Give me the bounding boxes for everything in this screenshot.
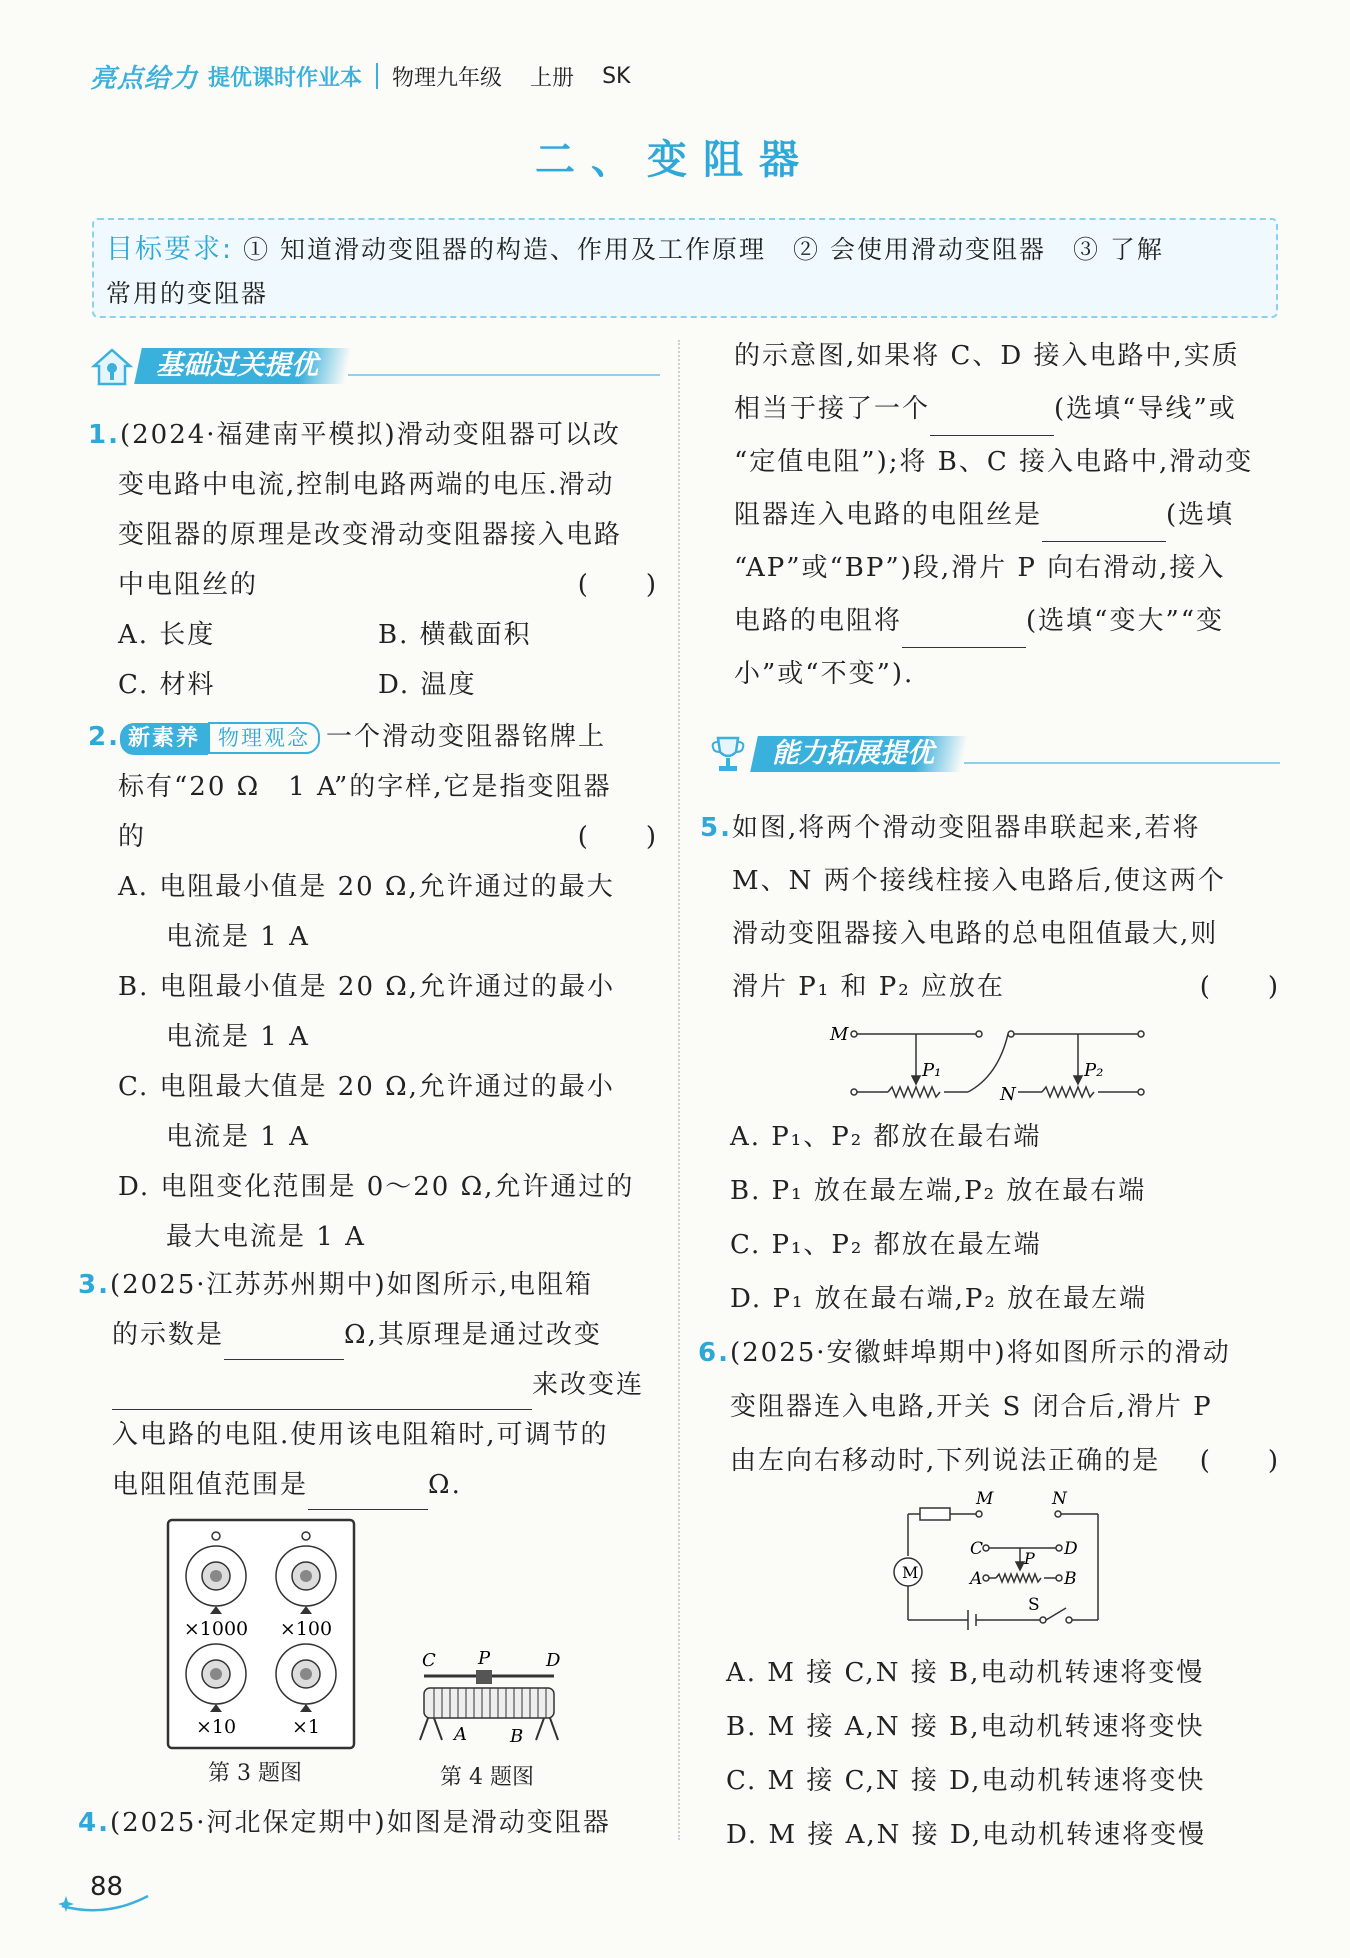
q2-number: 2. [88, 722, 120, 752]
q5-option-c: C. P₁、P₂ 都放在最左端 [730, 1230, 1042, 1260]
q5-line-1: 如图,将两个滑动变阻器串联起来,若将 [731, 813, 1201, 843]
goals-box [92, 218, 1278, 318]
fig6-label-n: N [1052, 1490, 1067, 1509]
q2-line-1: 一个滑动变阻器铭牌上 [325, 722, 606, 752]
question-4-continued [734, 330, 1280, 701]
label-x1: ×1 [291, 1716, 321, 1738]
fig5-label-n: N [1000, 1084, 1016, 1105]
figure-3-caption: 第 3 题图 [208, 1761, 302, 1786]
section-advanced-label: 能力拓展提优 [772, 738, 934, 769]
q6-line-3: 由左向右移动时,下列说法正确的是 [730, 1446, 1161, 1476]
q5-options [730, 1110, 1280, 1326]
subject-grade: 物理九年级 [392, 65, 503, 91]
goals-label: 目标要求: [106, 234, 234, 265]
goals-text-1: ① 知道滑动变阻器的构造、作用及工作原理 ② 会使用滑动变阻器 ③ 了解 [243, 235, 1164, 264]
label-x1000: ×1000 [183, 1618, 249, 1640]
q2-option-b-1: B. 电阻最小值是 20 Ω,允许通过的最小 [118, 972, 616, 1002]
q3-line-1: (2025·江苏苏州期中)如图所示,电阻箱 [109, 1270, 593, 1300]
question-6 [698, 1326, 1280, 1488]
label-x100: ×100 [279, 1618, 333, 1640]
fig5-label-m: M [830, 1024, 849, 1045]
q2-option-a-2: 电流是 1 A [166, 922, 310, 952]
q1-number: 1. [88, 420, 120, 450]
fig5-label-p1: P₁ [922, 1060, 942, 1081]
q6-option-c: C. M 接 C,N 接 D,电动机转速将变快 [726, 1766, 1206, 1796]
q1-line-1: (2024·福建南平模拟)滑动变阻器可以改 [119, 420, 621, 450]
q4-right-7: 小”或“不变”). [734, 659, 915, 689]
q1-answer-paren: ( ) [577, 570, 658, 600]
fig6-label-m: M [976, 1490, 994, 1509]
fig4-label-b: B [510, 1726, 524, 1747]
figure-6-circuit [880, 1490, 1110, 1640]
q4-right-2b: (选填“导线”或 [1054, 394, 1237, 424]
q5-line-3: 滑动变阻器接入电路的总电阻值最大,则 [732, 919, 1219, 949]
page-header [90, 58, 1290, 94]
volume: 上册 [530, 65, 575, 91]
q2-line-2: 标有“20 Ω 1 A”的字样,它是指变阻器 [118, 772, 612, 802]
q2-answer-paren: ( ) [577, 822, 658, 852]
q5-answer-paren: ( ) [1199, 972, 1280, 1002]
series-name: 提优课时作业本 [208, 65, 363, 91]
q4-right-3: “定值电阻”);将 B、C 接入电路中,滑动变 [734, 447, 1254, 477]
q1-option-a: A. 长度 [118, 620, 216, 650]
q2-option-c-2: 电流是 1 A [166, 1122, 310, 1152]
q5-option-b: B. P₁ 放在最左端,P₂ 放在最右端 [730, 1176, 1147, 1206]
section-basic [90, 344, 660, 388]
question-3 [78, 1260, 658, 1510]
figure-3-resistance-box [166, 1518, 356, 1750]
q3-blank-2[interactable] [112, 1376, 532, 1410]
q4-right-1: 的示意图,如果将 C、D 接入电路中,实质 [734, 341, 1240, 371]
fig4-label-p: P [478, 1650, 491, 1669]
fig6-label-s: S [1028, 1595, 1040, 1615]
q6-line-2: 变阻器连入电路,开关 S 闭合后,滑片 P [730, 1392, 1213, 1422]
q3-number: 3. [78, 1270, 110, 1300]
q3-line-5a: 电阻阻值范围是 [112, 1470, 309, 1500]
q4-blank-1[interactable] [930, 402, 1054, 436]
q4-right-5: “AP”或“BP”)段,滑片 P 向右滑动,接入 [734, 553, 1226, 583]
q2-option-b-2: 电流是 1 A [166, 1022, 310, 1052]
q4-blank-3[interactable] [902, 614, 1026, 648]
q1-line-3: 变阻器的原理是改变滑动变阻器接入电路 [118, 520, 623, 550]
q4-line-1: (2025·河北保定期中)如图是滑动变阻器 [109, 1808, 611, 1838]
q2-option-a-1: A. 电阻最小值是 20 Ω,允许通过的最大 [118, 872, 615, 902]
q4-right-6b: (选填“变大”“变 [1026, 606, 1225, 636]
q6-number: 6. [698, 1338, 730, 1368]
q2-option-d-2: 最大电流是 1 A [166, 1222, 366, 1252]
q5-line-4: 滑片 P₁ 和 P₂ 应放在 [732, 972, 1005, 1002]
q4-right-6a: 电路的电阻将 [734, 606, 903, 636]
q3-line-4: 入电路的电阻.使用该电阻箱时,可调节的 [112, 1420, 609, 1450]
fig6-label-p: P [1024, 1549, 1035, 1568]
tag-new-literacy: 新素养 [120, 723, 208, 755]
header-divider [376, 63, 378, 89]
fig5-label-p2: P₂ [1084, 1060, 1104, 1081]
motor-icon: M [902, 1563, 919, 1582]
fig4-label-c: C [422, 1650, 436, 1671]
q6-line-1: (2025·安徽蚌埠期中)将如图所示的滑动 [729, 1338, 1231, 1368]
fig4-label-d: D [546, 1650, 561, 1671]
q3-line-2b: Ω,其原理是通过改变 [344, 1320, 602, 1350]
q3-line-5b: Ω. [428, 1470, 462, 1500]
q2-option-c-1: C. 电阻最大值是 20 Ω,允许通过的最小 [118, 1072, 615, 1102]
q1-option-c: C. 材料 [118, 670, 216, 700]
q5-line-2: M、N 两个接线柱接入电路后,使这两个 [732, 866, 1226, 896]
figure-4-caption: 第 4 题图 [440, 1765, 534, 1790]
goals-text-2: 常用的变阻器 [106, 279, 269, 308]
q1-line-2: 变电路中电流,控制电路两端的电压.滑动 [118, 470, 615, 500]
page-number: 88 [90, 1872, 124, 1902]
question-1 [88, 410, 658, 710]
trophy-icon [706, 732, 750, 776]
tag-physics-concept: 物理观念 [208, 722, 320, 754]
question-5 [700, 802, 1280, 1014]
column-divider [678, 340, 680, 1840]
q2-option-d-1: D. 电阻变化范围是 0～20 Ω,允许通过的 [118, 1172, 635, 1202]
q1-line-4: 中电阻丝的 [118, 570, 259, 600]
lesson-title: 二、变阻器 [535, 137, 815, 183]
q4-blank-2[interactable] [1042, 508, 1166, 542]
q3-blank-1[interactable] [224, 1326, 344, 1360]
fig6-label-a: A [970, 1569, 983, 1589]
q5-option-d: D. P₁ 放在最右端,P₂ 放在最左端 [730, 1284, 1148, 1314]
q5-number: 5. [700, 813, 732, 843]
figure-5-two-rheostats [828, 1016, 1158, 1106]
q4-right-4a: 阻器连入电路的电阻丝是 [734, 500, 1043, 530]
section-basic-label: 基础过关提优 [156, 350, 318, 381]
q6-option-b: B. M 接 A,N 接 B,电动机转速将变快 [726, 1712, 1205, 1742]
fig6-label-c: C [970, 1539, 984, 1559]
q4-right-4b: (选填 [1166, 500, 1235, 530]
fig4-label-a: A [454, 1724, 467, 1745]
q4-number: 4. [78, 1808, 110, 1838]
q3-line-2a: 的示数是 [112, 1320, 225, 1350]
fig6-label-b: B [1064, 1569, 1077, 1589]
q5-option-a: A. P₁、P₂ 都放在最右端 [730, 1122, 1042, 1152]
q6-options [726, 1646, 1280, 1862]
q2-line-3: 的 [118, 822, 147, 852]
q1-option-b: B. 横截面积 [378, 620, 532, 650]
q3-line-3b: 来改变连 [532, 1370, 645, 1400]
figure-4-rheostat [414, 1650, 564, 1750]
question-2 [88, 712, 658, 1262]
q6-answer-paren: ( ) [1199, 1446, 1280, 1476]
brand-logo: 亮点给力 [90, 63, 199, 94]
label-x10: ×10 [195, 1716, 237, 1738]
q3-blank-3[interactable] [308, 1476, 428, 1510]
q6-option-a: A. M 接 C,N 接 B,电动机转速将变慢 [726, 1658, 1205, 1688]
question-4-start [78, 1798, 658, 1848]
fig6-label-d: D [1064, 1539, 1078, 1559]
section-advanced [706, 732, 1280, 776]
q4-right-2a: 相当于接了一个 [734, 394, 931, 424]
q1-option-d: D. 温度 [378, 670, 477, 700]
edition: SK [602, 63, 631, 89]
q6-option-d: D. M 接 A,N 接 D,电动机转速将变慢 [726, 1820, 1207, 1850]
house-icon [90, 344, 134, 388]
